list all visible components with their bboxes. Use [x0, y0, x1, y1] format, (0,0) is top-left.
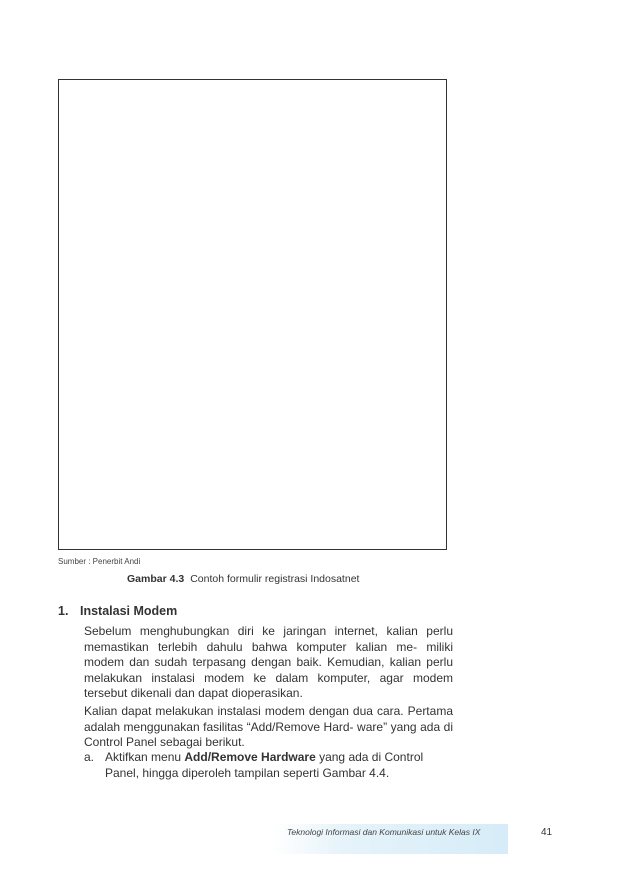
section-heading [58, 604, 177, 618]
section-number: 1. [58, 604, 69, 618]
figure-source: Sumber : Penerbit Andi [58, 557, 141, 566]
caption-text: Contoh formulir registrasi Indosatnet [190, 573, 360, 585]
figure-frame [58, 79, 447, 550]
caption-label: Gambar 4.3 [127, 573, 185, 585]
list-item-text [105, 750, 444, 781]
section-title: Instalasi Modem [80, 604, 178, 618]
list-text-before: Aktifkan menu [105, 750, 185, 764]
list-marker: a. [84, 750, 95, 764]
figure-caption [127, 573, 359, 585]
paragraph-1: Sebelum menghubungkan diri ke jaringan internet, kalian perlu memastikan terlebih dahulu bahwa komputer kalian me- miliki modem dan sudah terpasang dengan baik. Kemudian, kalian perlu melakukan instalasi modem ke dalam komputer, agar modem tersebut dikenali dan dapat dioperasikan. [84, 624, 453, 700]
paragraph-2: Kalian dapat melakukan instalasi modem dengan dua cara. Pertama adalah menggunakan fasilitas “Add/Remove Hard- ware” yang ada di Control Panel sebagai berikut. [84, 704, 453, 749]
list-text-after: yang ada di Control Panel, hingga diperoleh tampilan seperti Gambar 4.4. [105, 750, 424, 780]
list-item-a [84, 750, 444, 781]
list-text-bold: Add/Remove Hardware [184, 750, 316, 764]
page-number: 41 [541, 827, 553, 838]
footer-book-title: Teknologi Informasi dan Komunikasi untuk Kelas IX [287, 827, 481, 837]
